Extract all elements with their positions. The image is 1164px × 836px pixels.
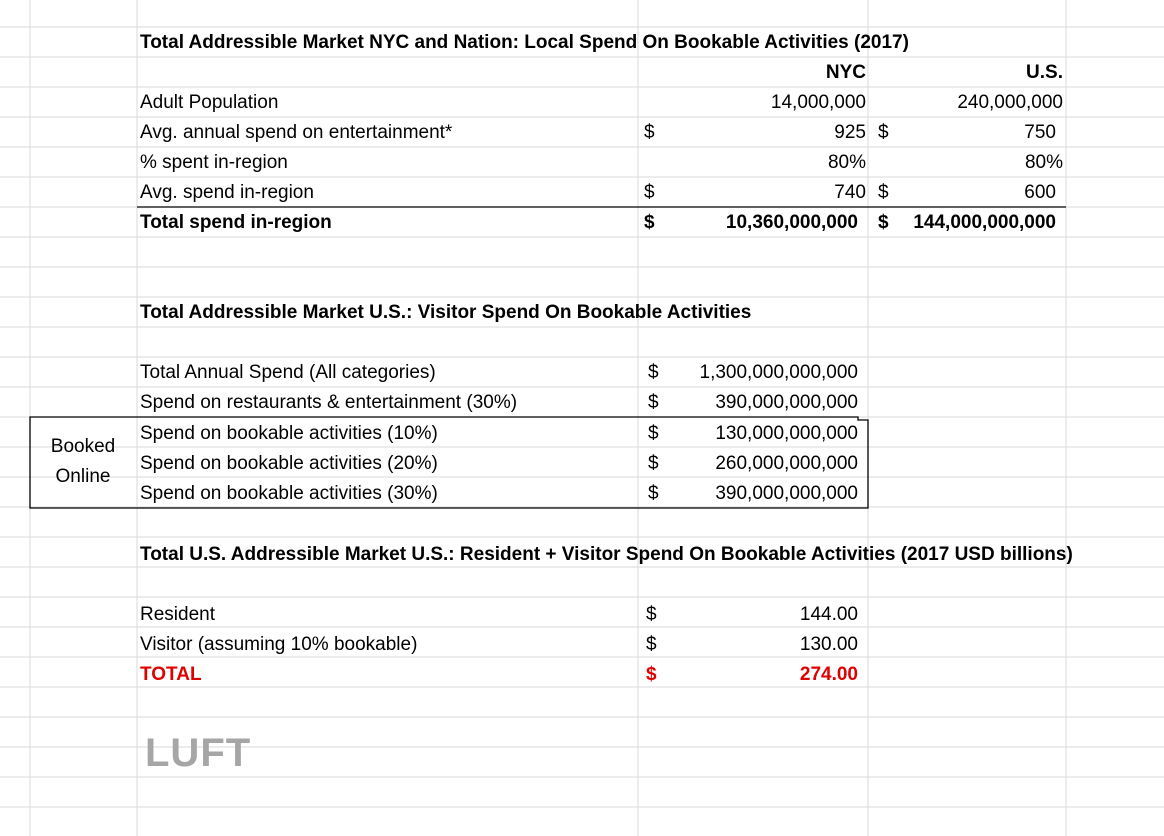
booked-online-label (30, 432, 136, 492)
row-label: Visitor (assuming 10% bookable) (140, 634, 418, 655)
currency-symbol: $ (646, 664, 657, 685)
billions-value: 144.00 (799, 604, 858, 625)
currency-symbol: $ (648, 392, 659, 413)
nyc-value: 10,360,000,000 (725, 212, 858, 233)
row-label: Total Annual Spend (All categories) (140, 362, 436, 383)
section1-title: Total Addressible Market NYC and Nation: Local Spend On Bookable Activities (2017) (140, 32, 909, 53)
nyc-value: 925 (834, 122, 866, 143)
spend-value: 260,000,000,000 (715, 453, 858, 474)
row-label: Resident (140, 604, 215, 625)
currency-symbol: $ (646, 634, 657, 655)
header-us: U.S. (1026, 62, 1063, 83)
us-value: 750 (1024, 122, 1056, 143)
spend-value: 1,300,000,000,000 (699, 362, 858, 383)
currency-symbol: $ (644, 122, 655, 143)
section3-title: Total U.S. Addressible Market U.S.: Resident + Visitor Spend On Bookable Activities (2017 USD billions) (140, 544, 1073, 565)
header-nyc: NYC (825, 62, 866, 83)
us-value: 600 (1024, 182, 1056, 203)
row-label: Total spend in-region (140, 212, 332, 233)
row-label: Spend on bookable activities (30%) (140, 483, 438, 504)
currency-symbol: $ (644, 182, 655, 203)
currency-symbol: $ (878, 182, 889, 203)
spend-value: 130,000,000,000 (715, 423, 858, 444)
billions-value: 130.00 (799, 634, 858, 655)
nyc-value: 14,000,000 (770, 92, 866, 113)
row-label: Avg. spend in-region (140, 182, 314, 203)
currency-symbol: $ (648, 453, 659, 474)
billions-value: 274.00 (799, 664, 858, 685)
luft-logo: LUFT (145, 731, 252, 775)
currency-symbol: $ (878, 212, 889, 233)
row-label: Spend on bookable activities (10%) (140, 423, 438, 444)
spend-value: 390,000,000,000 (715, 392, 858, 413)
nyc-value: 740 (834, 182, 866, 203)
section2-title: Total Addressible Market U.S.: Visitor Spend On Bookable Activities (140, 302, 752, 323)
row-label: Avg. annual spend on entertainment* (140, 122, 453, 143)
us-value: 80% (1024, 152, 1063, 173)
row-label: % spent in-region (140, 152, 288, 173)
us-value: 240,000,000 (957, 92, 1063, 113)
row-label: TOTAL (140, 664, 202, 685)
booked-label-line1: Booked (50, 436, 116, 457)
currency-symbol: $ (646, 604, 657, 625)
row-label: Spend on bookable activities (20%) (140, 453, 438, 474)
nyc-value: 80% (827, 152, 866, 173)
currency-symbol: $ (648, 483, 659, 504)
us-value: 144,000,000,000 (913, 212, 1056, 233)
currency-symbol: $ (648, 362, 659, 383)
spend-value: 390,000,000,000 (715, 483, 858, 504)
booked-label-line2: Online (55, 466, 111, 487)
row-label: Adult Population (140, 92, 279, 113)
currency-symbol: $ (878, 122, 889, 143)
currency-symbol: $ (644, 212, 655, 233)
currency-symbol: $ (648, 423, 659, 444)
row-label: Spend on restaurants & entertainment (30%) (140, 392, 518, 413)
